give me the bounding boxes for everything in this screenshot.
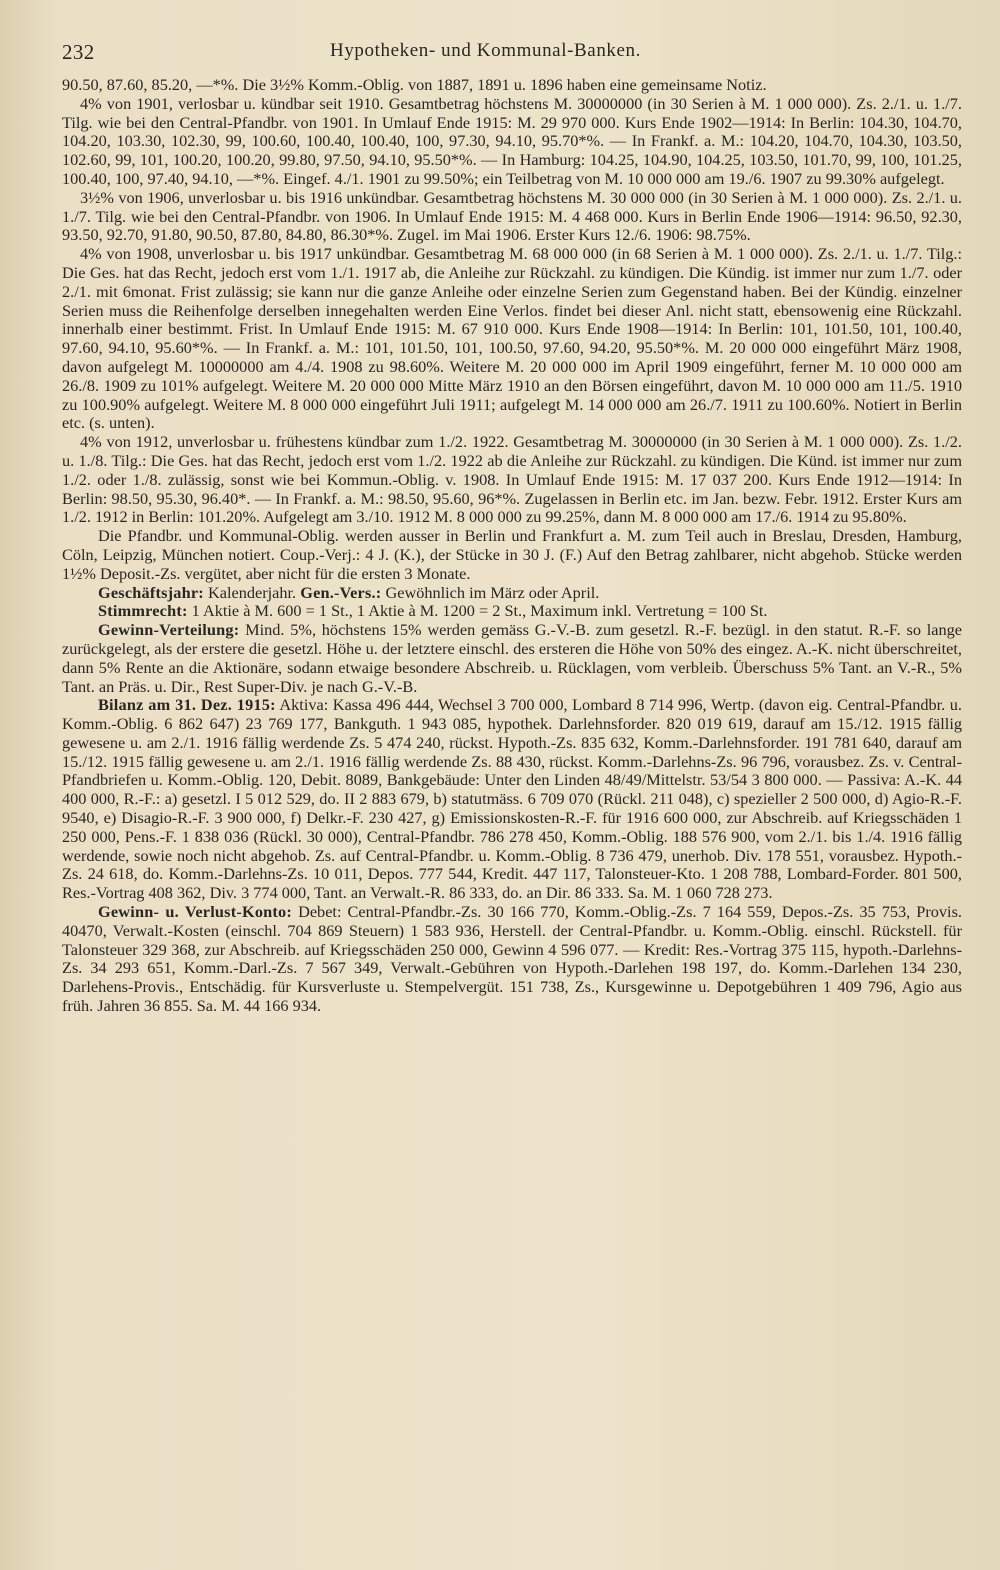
label-bilanz: Bilanz am 31. Dez. 1915:: [98, 695, 276, 715]
paragraph-4pct-1912: 4% von 1912, unverlosbar u. frühestens kündbar zum 1./2. 1922. Gesamtbetrag M. 30000000 (in 30 Serien à M. 1 000 000). Zs. 1./2. u. 1./8. Tilg.: Die Ges. hat das Recht, jedoch erst vom 1./2. 1922 ab die Anleihe zur Rückzahl. zu kündigen. Die Künd. ist immer nur zum 1./2. oder 1./8. zulässig, sonst wie bei Kommun.-Oblig. v. 1908. In Umlauf Ende 1915: M. 17 037 200. Kurs Ende 1912—1914: In Berlin: 98.50, 95.30, 96.40*. — In Frankf. a. M.: 98.50, 95.60, 96*%. Zugelassen in Berlin etc. im Jan. bezw. Febr. 1912. Erster Kurs am 1./2. 1912 in Berlin: 101.20%. Aufgelegt am 3./10. 1912 M. 8 000 000 zu 99.25%, dann M. 8 000 000 am 17./6. 1914 zu 95.80%.: [62, 432, 962, 527]
paragraph-bilanz: [62, 696, 962, 903]
paragraph-notierung: Die Pfandbr. und Kommunal-Oblig. werden ausser in Berlin und Frankfurt a. M. zum Teil auch in Breslau, Dresden, Hamburg, Cöln, Leipzig, München notiert. Coup.-Verj.: 4 J. (K.), der Stücke in 30 J. (F.) Auf den Betrag zahlbarer, nicht abgehob. Stücke werden 1½% Deposit.-Zs. vergütet, aber nicht für die ersten 3 Monate.: [62, 526, 962, 583]
paragraph-3-5pct-1906: 3½% von 1906, unverlosbar u. bis 1916 unkündbar. Gesamtbetrag höchstens M. 30 000 000 (in 30 Serien à M. 1 000 000). Zs. 2./1. u. 1./7. Tilg. wie bei den Central-Pfandbr. von 1906. In Umlauf Ende 1915: M. 4 468 000. Kurs in Berlin Ende 1906—1914: 96.50, 92.30, 93.50, 92.70, 91.80, 90.50, 87.80, 84.80, 86.30*%. Zugel. im Mai 1906. Erster Kurs 12./6. 1906: 98.75%.: [62, 187, 962, 245]
paragraph-4pct-1908: 4% von 1908, unverlosbar u. bis 1917 unkündbar. Gesamtbetrag M. 68 000 000 (in 68 Serien à M. 1 000 000). Zs. 2./1. u. 1./7. Tilg.: Die Ges. hat das Recht, jedoch erst vom 1./1. 1917 ab, die Anleihe zur Rückzahl. zu kündigen. Die Kündig. ist immer nur zum 1./7. oder 2./1. mit 6monat. Frist zulässig; sie kann nur die ganze Anleihe oder einzelne Serien zum Gegenstand haben. Bei der Kündig. einzelner Serien muss die Reihenfolge derselben innegehalten werden Eine Verlos. findet bei dieser Anl. nicht statt, ebensowenig eine Rückzahl. innerhalb einer bestimmt. Frist. In Umlauf Ende 1915: M. 67 910 000. Kurs Ende 1908—1914: In Berlin: 101, 101.50, 101, 100.40, 97.60, 94.10, 95.60*%. — In Frankf. a. M.: 101, 101.50, 101, 100.50, 97.60, 94.20, 95.50*%. M. 20 000 000 eingeführt März 1908, davon aufgelegt M. 10000000 am 4./4. 1908 zu 98.60%. Weitere M. 20 000 000 im April 1909 eingeführt, ferner M. 10 000 000 am 26./8. 1909 zu 101% aufgelegt. Weitere M. 20 000 000 Mitte März 1910 an den Börsen eingeführt, davon M. 10 000 000 am 11./5. 1910 zu 100.90% aufgelegt. Weitere M. 8 000 000 eingeführt Juli 1911; aufgelegt M. 14 000 000 am 26./7. 1911 zu 100.60%. Notiert in Berlin etc. (s. unten).: [62, 244, 962, 433]
paragraph-gewinn-verlust: [62, 903, 962, 1016]
text-bilanz: Aktiva: Kassa 496 444, Wechsel 3 700 000, Lombard 8 714 996, Wertp. (davon eig. Central-Pfandbr. u. Komm.-Oblig. 6 862 647) 23 769 177, Bankguth. 1 943 085, hypothek. Darlehnsforder. 820 019 619, darauf am 15./12. 1915 fällig gewesene u. am 2./1. 1916 fällig werdende Zs. 5 474 240, rückst. Hypoth.-Zs. 835 632, Komm.-Darlehnsforder. 191 781 640, darauf am 15./12. 1915 fällig gewesene u. am 2./1. 1916 fällig werdende Zs. 88 430, rückst. Komm.-Darlehns-Zs. 96 796, vorausbez. Zs. v. Central-Pfandbriefen u. Komm.-Oblig. 120, Debit. 8089, Bankgebäude: Unter den Linden 48/49/Mittelstr. 53/54 3 800 000. — Passiva: A.-K. 44 400 000, R.-F.: a) gesetzl. I 5 012 529, do. II 2 883 679, b) statutmäss. 6 709 070 (Rückl. 211 048), c) spezieller 2 500 000, d) Agio-R.-F. 9540, e) Disagio-R.-F. 3 900 000, f) Delkr.-F. 230 427, g) Emissionskosten-R.-F. für 1916 600 000, zur Abschreib. auf Kriegsschäden 1 250 000, Pens.-F. 1 838 036 (Rückl. 30 000), Central-Pfandbr. 786 278 450, Komm.-Oblig. 188 576 900, vom 2./1. bis 1./4. 1916 fällig werdende, sowie noch nicht abgehob. Zs. auf Central-Pfandbr. u. Komm.-Oblig. 8 736 479, unerhob. Div. 178 551, vorausbez. Hypoth.-Zs. 24 618, do. Komm.-Darlehns-Zs. 10 011, Depos. 777 544, Kredit. 447 117, Talonsteuer-Kto. 1 208 788, Lombard-Forder. 801 500, Res.-Vortrag 408 362, Div. 3 774 000, Tant. an Verwalt.-R. 86 333, do. an Dir. 86 333. Sa. M. 1 060 728 273.: [62, 695, 962, 903]
text-gewinn-verlust: Debet: Central-Pfandbr.-Zs. 30 166 770, Komm.-Oblig.-Zs. 7 164 559, Depos.-Zs. 35 753, Provis. 40470, Verwalt.-Kosten (einschl. 704 869 Steuern) 1 583 936, Herstell. der Central-Pfandbr. u. Komm.-Oblig. einschl. Rückstell. für Talonsteuer 329 368, zur Abschreib. auf Kriegsschäden 250 000, Gewinn 4 596 077. — Kredit: Res.-Vortrag 375 115, hypoth.-Darlehns-Zs. 34 293 651, Komm.-Darl.-Zs. 7 567 349, Verwalt.-Gebühren von Hypoth.-Darlehen 198 197, do. Komm.-Darlehen 134 230, Darlehens-Provis., Entschädig. für Kursverluste u. Stempelvergüt. 151 738, Zs., Kursgewinne u. Depotgebühren 1 409 796, Agio aus früh. Jahren 36 855. Sa. M. 44 166 934.: [62, 902, 962, 1016]
text-gen-vers: Gewöhnlich im März oder April.: [381, 582, 600, 602]
page-header: [62, 40, 962, 76]
label-stimmrecht: Stimmrecht:: [98, 601, 188, 621]
label-gen-vers: Gen.-Vers.:: [300, 582, 382, 602]
paragraph-stimmrecht: [62, 602, 962, 621]
paragraph-4pct-1901: 4% von 1901, verlosbar u. kündbar seit 1910. Gesamtbetrag höchstens M. 30000000 (in 30 Serien à M. 1 000 000). Zs. 2./1. u. 1./7. Tilg. wie bei den Central-Pfandbr. von 1901. In Umlauf Ende 1915: M. 29 970 000. Kurs Ende 1902—1914: In Berlin: 104.30, 104.70, 104.20, 103.30, 102.30, 99, 100.60, 100.40, 100.40, 100, 97.30, 94.10, 95.70*%. — In Frankf. a. M.: 104.20, 104.70, 104.30, 103.50, 102.60, 99, 101, 100.20, 100.20, 99.80, 97.50, 94.10, 95.50*%. — In Hamburg: 104.25, 104.90, 104.25, 103.50, 101.70, 99, 100, 101.25, 100.40, 100, 97.40, 94.10, —*%. Eingef. 4./1. 1901 zu 99.50%; ein Teilbetrag von M. 10 000 000 am 19./6. 1907 zu 99.30% aufgelegt.: [62, 93, 962, 188]
text-geschaeftsjahr: Kalenderjahr.: [203, 582, 301, 602]
running-head: Hypotheken- und Kommunal-Banken.: [330, 40, 641, 61]
label-gewinn-verlust: Gewinn- u. Verlust-Konto:: [98, 902, 292, 922]
paragraph-geschaeftsjahr: [62, 584, 962, 603]
page-number: 232: [62, 40, 95, 64]
text-gewinn-verteilung: Mind. 5%, höchstens 15% werden gemäss G.-V.-B. zum gesetzl. R.-F. bezügl. in den statut. R.-F. so lange zurückgelegt, als der erstere die gesetzl. Höhe u. der letztere einschl. des ersteren die Höhe von 50% des eingez. A.-K. nicht überschreitet, dann 5% Rente an die Aktionäre, sodann etwaige besondere Abschreib. u. Rücklagen, vom verbleib. Überschuss 5% Tant. an V.-R., 5% Tant. an Präs. u. Dir., Rest Super-Div. je nach G.-V.-B.: [62, 620, 962, 696]
label-gewinn-verteilung: Gewinn-Verteilung:: [98, 620, 240, 640]
label-geschaeftsjahr: Geschäftsjahr:: [98, 582, 204, 602]
paragraph-gewinn-verteilung: [62, 621, 962, 696]
text-stimmrecht: 1 Aktie à M. 600 = 1 St., 1 Aktie à M. 1200 = 2 St., Maximum inkl. Vertretung = 100 St.: [187, 601, 768, 621]
page-body: [62, 76, 962, 1016]
paragraph-komm-oblig-notiz: 90.50, 87.60, 85.20, —*%. Die 3½% Komm.-Oblig. von 1887, 1891 u. 1896 haben eine gemeinsame Notiz.: [62, 75, 767, 94]
